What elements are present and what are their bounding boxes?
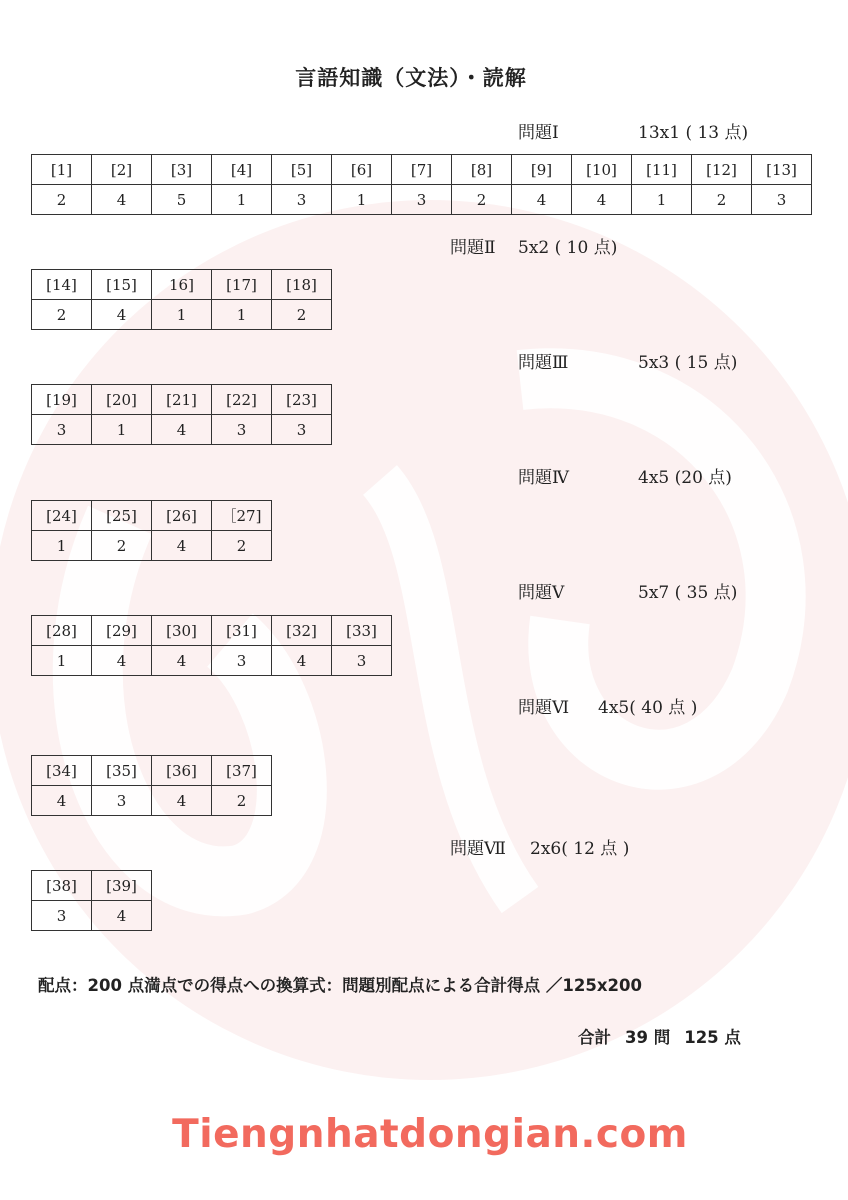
answer-table-6 [31,755,272,816]
question-number: [33] [332,616,392,646]
answer-value: 3 [272,185,332,215]
answer-value: 1 [152,300,212,330]
answer-table-1 [31,154,812,215]
table-header-row [32,270,332,300]
answer-value: 3 [92,786,152,816]
answer-value: 3 [332,646,392,676]
question-number: [12] [692,155,752,185]
table-header-row [32,756,272,786]
question-number: [28] [32,616,92,646]
section-5-formula: 5x7 ( 35 点) [638,583,738,603]
answer-value: 1 [212,300,272,330]
table-answer-row [32,901,152,931]
question-number: 16] [152,270,212,300]
answer-value: 4 [512,185,572,215]
section-7-label: 問題Ⅶ [450,839,506,859]
answer-table-4 [31,500,272,561]
section-1-heading [518,118,748,143]
section-2-heading [450,233,617,258]
answer-value: 4 [272,646,332,676]
section-5-heading [518,578,737,603]
section-5-label: 問題Ⅴ [518,583,565,603]
question-number: [8] [452,155,512,185]
answer-value: 3 [212,415,272,445]
question-number: [3] [152,155,212,185]
answer-value: 4 [92,185,152,215]
section-7-formula: 2x6( 12 点 ) [530,839,630,859]
table-answer-row [32,185,812,215]
question-number: [26] [152,501,212,531]
answer-value: 4 [152,786,212,816]
question-number: [23] [272,385,332,415]
table-header-row [32,616,392,646]
section-6-label: 問題Ⅵ [518,698,570,718]
table-answer-row [32,531,272,561]
section-3-formula: 5x3 ( 15 点) [638,353,738,373]
question-number: [36] [152,756,212,786]
answer-value: 4 [32,786,92,816]
answer-value: 4 [152,415,212,445]
section-4-label: 問題Ⅳ [518,468,569,488]
answer-value: 2 [92,531,152,561]
question-number: [6] [332,155,392,185]
table-header-row [32,155,812,185]
question-number: [22] [212,385,272,415]
answer-value: 3 [212,646,272,676]
answer-value: 3 [272,415,332,445]
answer-value: 4 [92,901,152,931]
answer-value: 2 [32,185,92,215]
question-number: [31] [212,616,272,646]
question-number: [15] [92,270,152,300]
question-number: [29] [92,616,152,646]
section-2-label: 問題Ⅱ [450,238,496,258]
answer-value: 4 [152,646,212,676]
question-number: [35] [92,756,152,786]
total-label: 合計 [578,1028,611,1047]
answer-value: 2 [452,185,512,215]
table-header-row [32,871,152,901]
answer-value: 3 [392,185,452,215]
section-2-formula: 5x2 ( 10 点) [518,238,618,258]
question-number: [39] [92,871,152,901]
question-number: [30] [152,616,212,646]
answer-value: 2 [272,300,332,330]
question-number: [10] [572,155,632,185]
answer-value: 3 [32,415,92,445]
section-4-heading [518,463,732,488]
total-points: 125 点 [684,1028,741,1047]
question-number: [14] [32,270,92,300]
section-4-formula: 4x5 (20 点) [638,468,732,488]
answer-table-2 [31,269,332,330]
question-number: [17] [212,270,272,300]
answer-value: 1 [632,185,692,215]
answer-table-7 [31,870,152,931]
answer-value: 1 [332,185,392,215]
answer-value: 3 [752,185,812,215]
section-6-heading [518,693,697,718]
question-number: [2] [92,155,152,185]
answer-value: 2 [32,300,92,330]
scoring-note: 配点：200 点満点での得点への換算式：問題別配点による合計得点 ／125x200 [38,976,642,995]
question-number: ［27] [212,501,272,531]
answer-value: 1 [92,415,152,445]
question-number: [20] [92,385,152,415]
answer-value: 5 [152,185,212,215]
table-answer-row [32,300,332,330]
table-header-row [32,385,332,415]
question-number: [19] [32,385,92,415]
answer-value: 1 [212,185,272,215]
question-number: [37] [212,756,272,786]
question-number: [34] [32,756,92,786]
answer-table-5 [31,615,392,676]
question-number: [4] [212,155,272,185]
total-summary [578,1024,755,1048]
answer-value: 4 [572,185,632,215]
answer-value: 2 [212,531,272,561]
question-number: [5] [272,155,332,185]
question-number: [24] [32,501,92,531]
answer-value: 3 [32,901,92,931]
brand-link[interactable]: Tiengnhatdongian.com [172,1112,688,1157]
section-6-formula: 4x5( 40 点 ) [598,698,698,718]
question-number: [38] [32,871,92,901]
answer-value: 4 [152,531,212,561]
question-number: [18] [272,270,332,300]
table-answer-row [32,415,332,445]
question-number: [25] [92,501,152,531]
table-answer-row [32,786,272,816]
answer-value: 2 [692,185,752,215]
question-number: [21] [152,385,212,415]
answer-table-3 [31,384,332,445]
section-3-label: 問題Ⅲ [518,353,569,373]
question-number: [7] [392,155,452,185]
question-number: [1] [32,155,92,185]
table-answer-row [32,646,392,676]
question-number: [13] [752,155,812,185]
section-1-formula: 13x1 ( 13 点) [638,123,749,143]
answer-value: 2 [212,786,272,816]
table-header-row [32,501,272,531]
question-number: [32] [272,616,332,646]
answer-value: 4 [92,646,152,676]
answer-value: 1 [32,531,92,561]
answer-value: 1 [32,646,92,676]
question-number: [9] [512,155,572,185]
total-questions: 39 問 [625,1028,671,1047]
page-title: 言語知識（文法）・読解 [295,66,527,90]
section-3-heading [518,348,737,373]
section-1-label: 問題Ⅰ [518,123,559,143]
answer-value: 4 [92,300,152,330]
section-7-heading [450,834,629,859]
question-number: [11] [632,155,692,185]
